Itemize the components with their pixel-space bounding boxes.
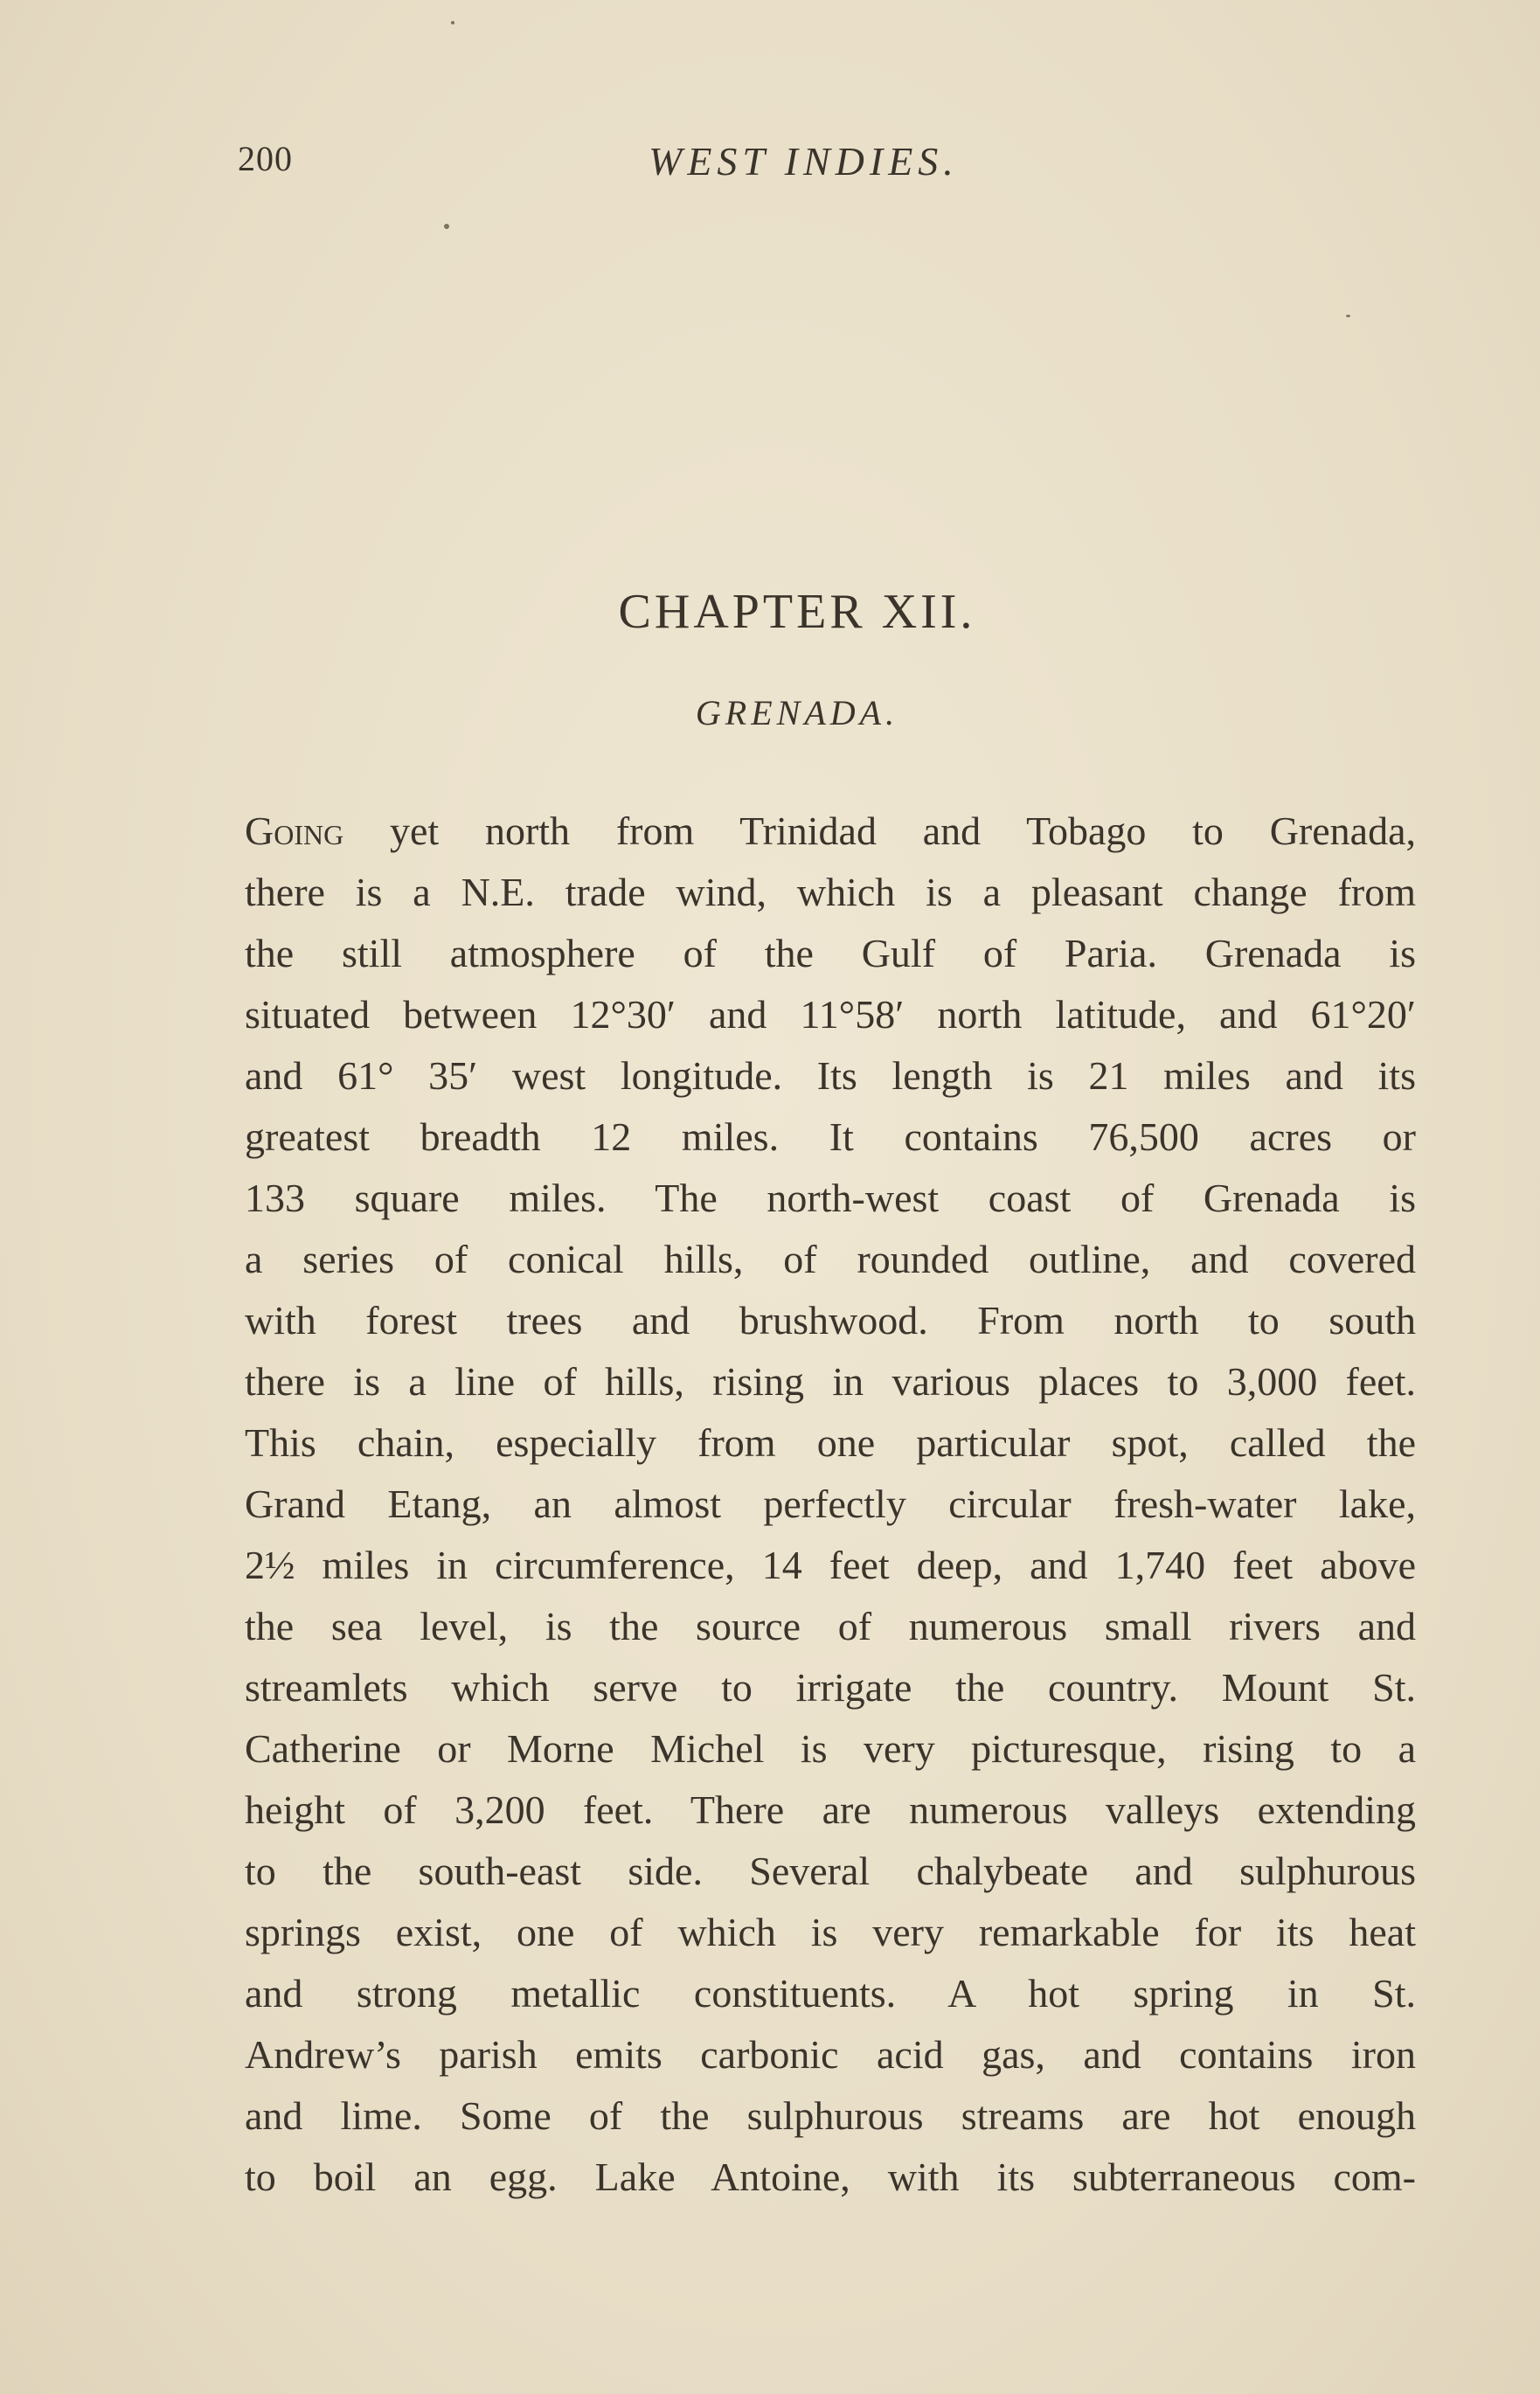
text-line: streamlets which serve to irrigate the country. Mount St. bbox=[245, 1665, 1416, 1710]
page-number: 200 bbox=[238, 139, 293, 178]
text-line: greatest breadth 12 miles. It contains 76,500 acres or bbox=[245, 1114, 1416, 1159]
drop-word: Going bbox=[245, 808, 344, 853]
text-line: Grand Etang, an almost perfectly circular fresh-water lake, bbox=[245, 1482, 1416, 1526]
chapter-subtitle: GRENADA. bbox=[695, 693, 899, 732]
text-line: to boil an egg. Lake Antoine, with its subterraneous com- bbox=[245, 2155, 1416, 2199]
text-line-rest: yet north from Trinidad and Tobago to Grenada, bbox=[343, 808, 1416, 853]
paper-speck bbox=[444, 224, 449, 229]
text-line: the sea level, is the source of numerous small rivers and bbox=[245, 1604, 1416, 1648]
running-title: WEST INDIES. bbox=[649, 139, 959, 184]
text-line: This chain, especially from one particular spot, called the bbox=[245, 1420, 1416, 1465]
paper-speck bbox=[451, 21, 454, 24]
text-line: springs exist, one of which is very remarkable for its heat bbox=[245, 1910, 1416, 1954]
body-paragraph bbox=[245, 801, 1416, 2208]
text-line: 2½ miles in circumference, 14 feet deep, and 1,740 feet above bbox=[245, 1543, 1416, 1587]
text-line: Andrew’s parish emits carbonic acid gas, and contains iron bbox=[245, 2032, 1416, 2077]
text-line: there is a line of hills, rising in various places to 3,000 feet. bbox=[245, 1359, 1416, 1404]
chapter-title: CHAPTER XII. bbox=[618, 585, 976, 639]
text-line: and lime. Some of the sulphurous streams are hot enough bbox=[245, 2093, 1416, 2138]
text-line: and 61° 35′ west longitude. Its length is 21 miles and its bbox=[245, 1053, 1416, 1098]
text-line: height of 3,200 feet. There are numerous valleys extending bbox=[245, 1787, 1416, 1832]
text-line: the still atmosphere of the Gulf of Paria. Grenada is bbox=[245, 931, 1416, 975]
paper-speck bbox=[1346, 315, 1350, 317]
text-line: a series of conical hills, of rounded outline, and covered bbox=[245, 1237, 1416, 1281]
text-line: there is a N.E. trade wind, which is a pleasant change from bbox=[245, 870, 1416, 914]
text-line: Catherine or Morne Michel is very picturesque, rising to a bbox=[245, 1726, 1416, 1771]
running-head bbox=[0, 138, 1540, 191]
text-line: with forest trees and brushwood. From north to south bbox=[245, 1298, 1416, 1343]
text-line bbox=[245, 801, 1416, 862]
text-line: 133 square miles. The north-west coast of Grenada is bbox=[245, 1176, 1416, 1220]
text-line: and strong metallic constituents. A hot spring in St. bbox=[245, 1971, 1416, 2016]
text-line: situated between 12°30′ and 11°58′ north latitude, and 61°20′ bbox=[245, 992, 1416, 1037]
text-line: to the south-east side. Several chalybeate and sulphurous bbox=[245, 1849, 1416, 1893]
